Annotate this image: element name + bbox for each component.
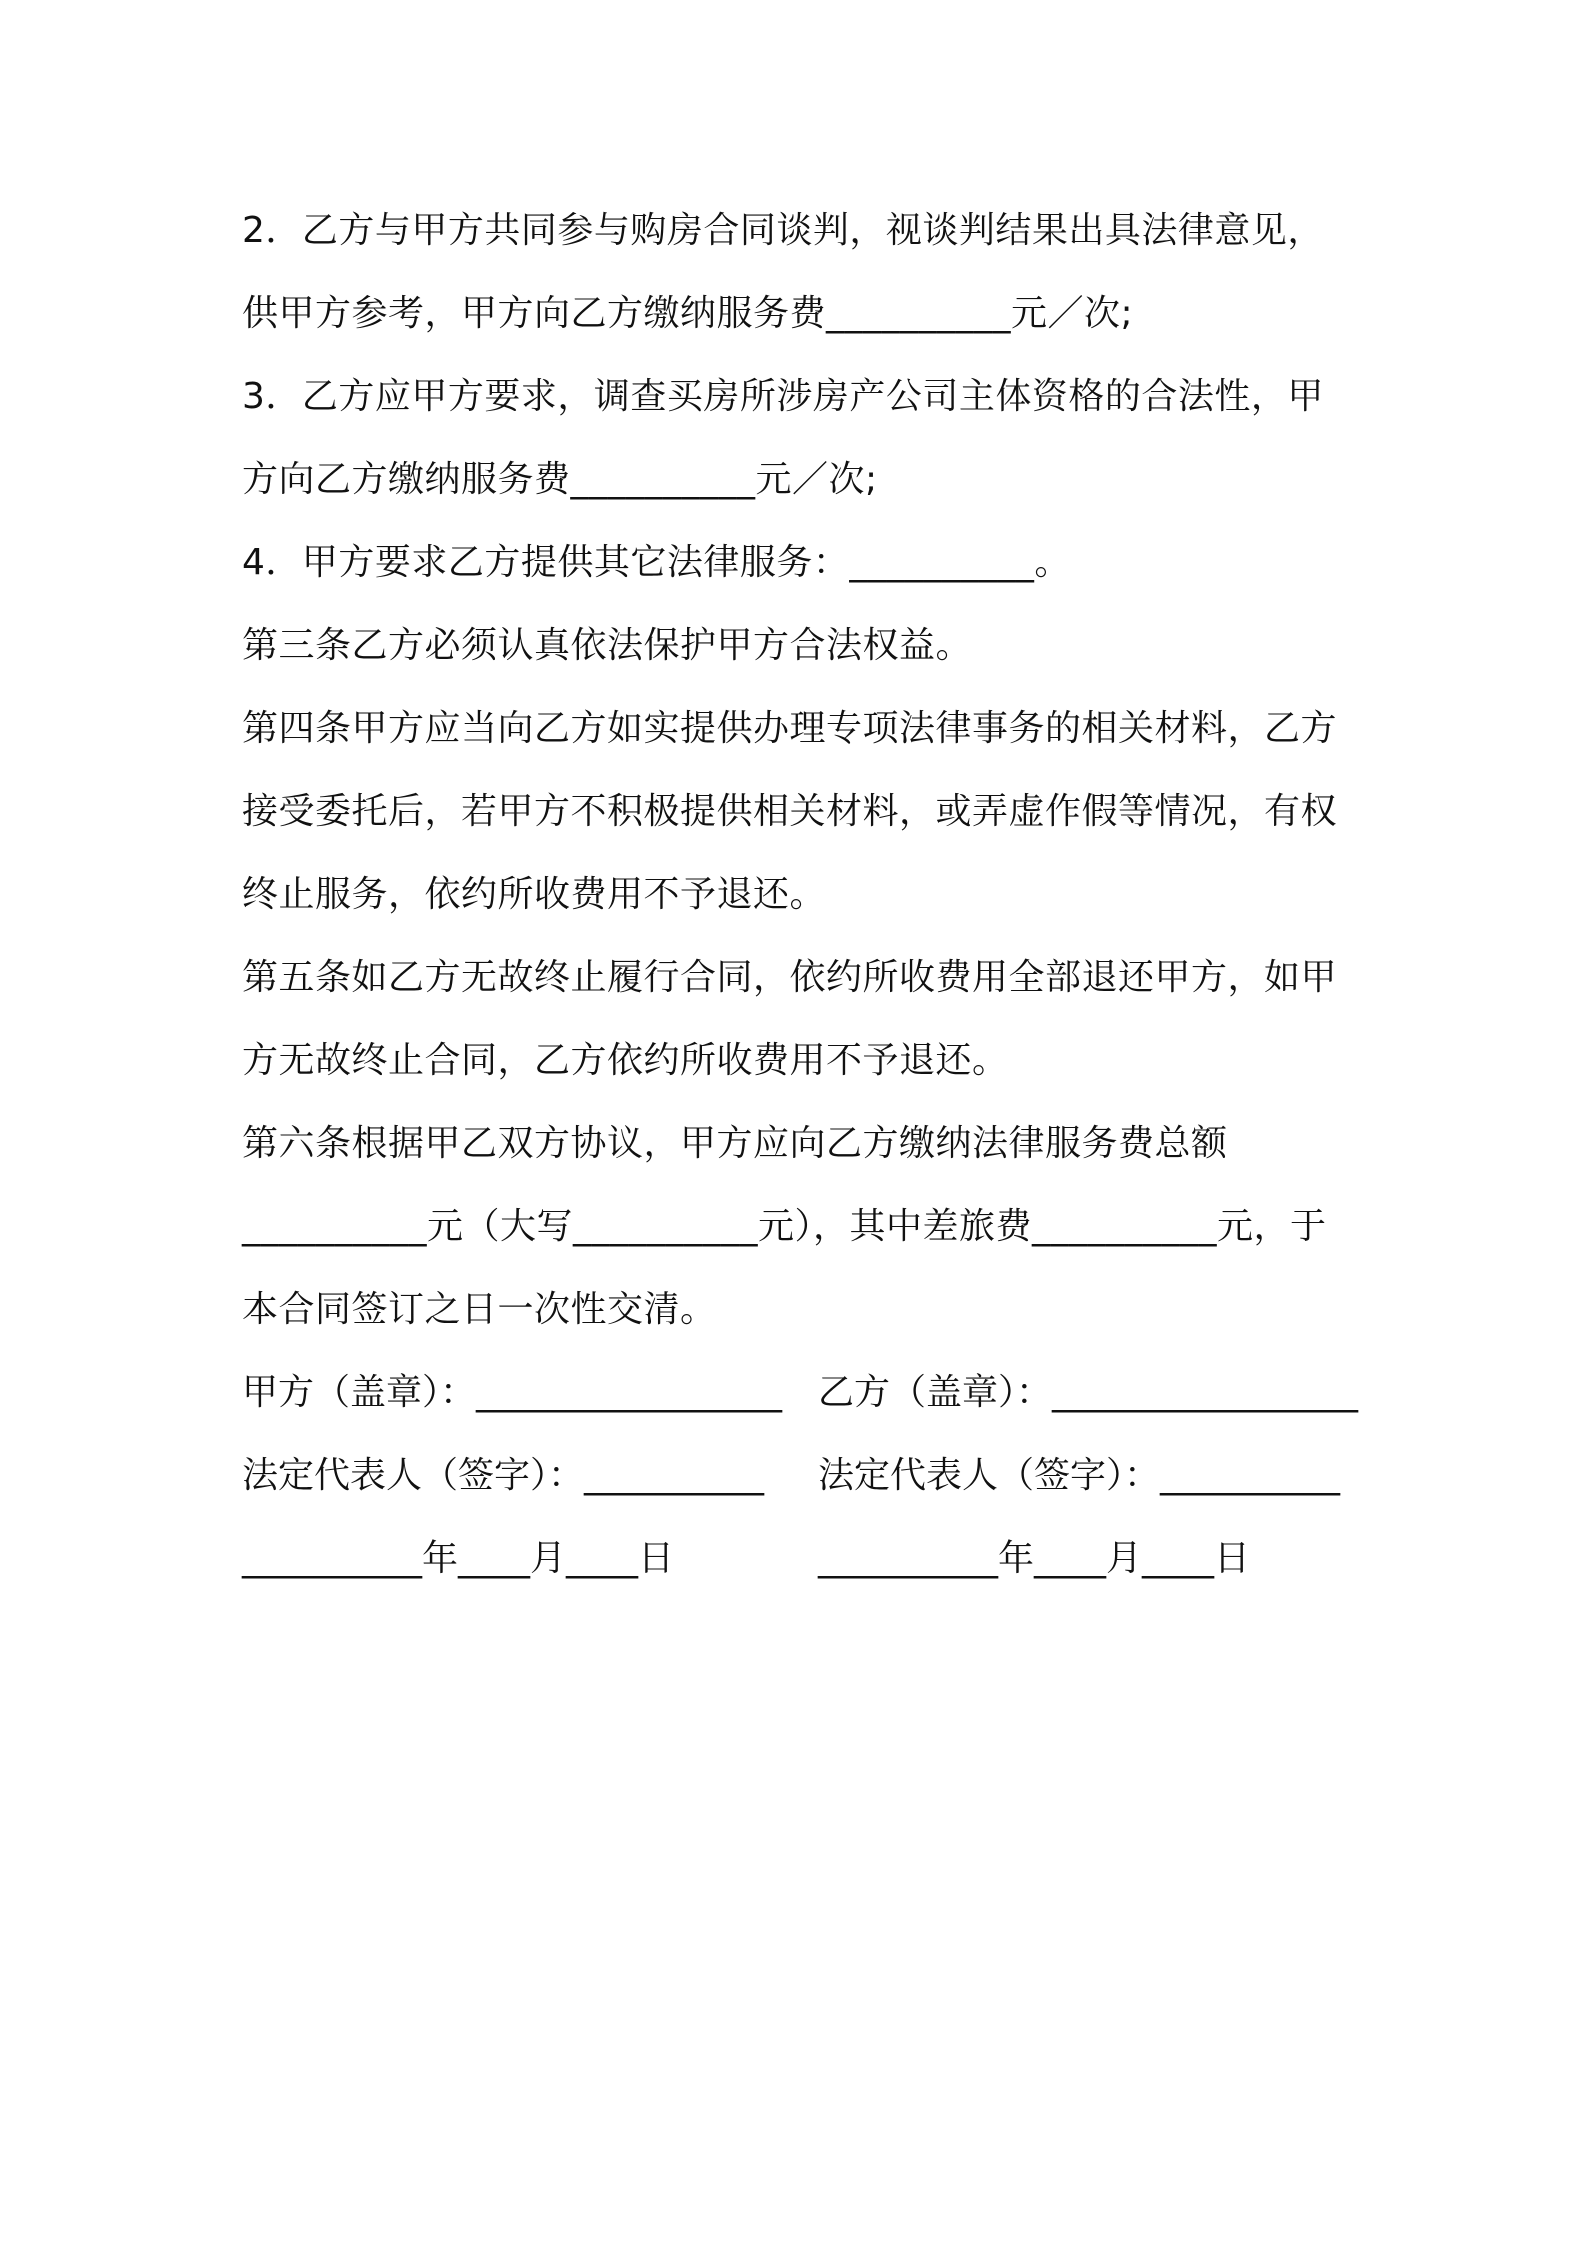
article-6-line-2: __________元（大写__________元），其中差旅费__________元，于 <box>242 1206 1327 1247</box>
clause-3-line-2: 方向乙方缴纳服务费__________元／次; <box>242 459 878 500</box>
article-5-line-1: 第五条如乙方无故终止履行合同，依约所收费用全部退还甲方，如甲 <box>242 957 1338 998</box>
clause-2-line-1: 2．乙方与甲方共同参与购房合同谈判，视谈判结果出具法律意见， <box>242 210 1324 251</box>
party-b-date-field: __________年____月____日 <box>818 1538 1250 1579</box>
signature-date-row <box>242 1528 1362 1611</box>
party-a-representative-field: 法定代表人（签字）：__________ <box>242 1455 765 1496</box>
article-4-line-2: 接受委托后，若甲方不积极提供相关材料，或弄虚作假等情况，有权 <box>242 791 1338 832</box>
article-6-line-3: 本合同签订之日一次性交清。 <box>242 1289 717 1330</box>
signature-seal-row <box>242 1362 1362 1445</box>
article-3-line-1: 第三条乙方必须认真依法保护甲方合法权益。 <box>242 625 973 666</box>
contract-body <box>242 200 1362 1611</box>
clause-4-line-1: 4．甲方要求乙方提供其它法律服务：__________。 <box>242 542 1071 583</box>
article-4-line-3: 终止服务，依约所收费用不予退还。 <box>242 874 827 915</box>
party-a-seal-field: 甲方（盖章）：_________________ <box>242 1372 783 1413</box>
clause-3-line-1: 3．乙方应甲方要求，调查买房所涉房产公司主体资格的合法性，甲 <box>242 376 1324 417</box>
party-a-date-field: __________年____月____日 <box>242 1538 674 1579</box>
party-b-seal-field: 乙方（盖章）：_________________ <box>818 1372 1359 1413</box>
article-5-line-2: 方无故终止合同，乙方依约所收费用不予退还。 <box>242 1040 1009 1081</box>
signature-representative-row <box>242 1445 1362 1528</box>
clause-2-line-2: 供甲方参考，甲方向乙方缴纳服务费__________元／次; <box>242 293 1134 334</box>
party-b-representative-field: 法定代表人（签字）：__________ <box>818 1455 1341 1496</box>
article-6-line-1: 第六条根据甲乙双方协议，甲方应向乙方缴纳法律服务费总额 <box>242 1123 1228 1164</box>
article-4-line-1: 第四条甲方应当向乙方如实提供办理专项法律事务的相关材料，乙方 <box>242 708 1338 749</box>
